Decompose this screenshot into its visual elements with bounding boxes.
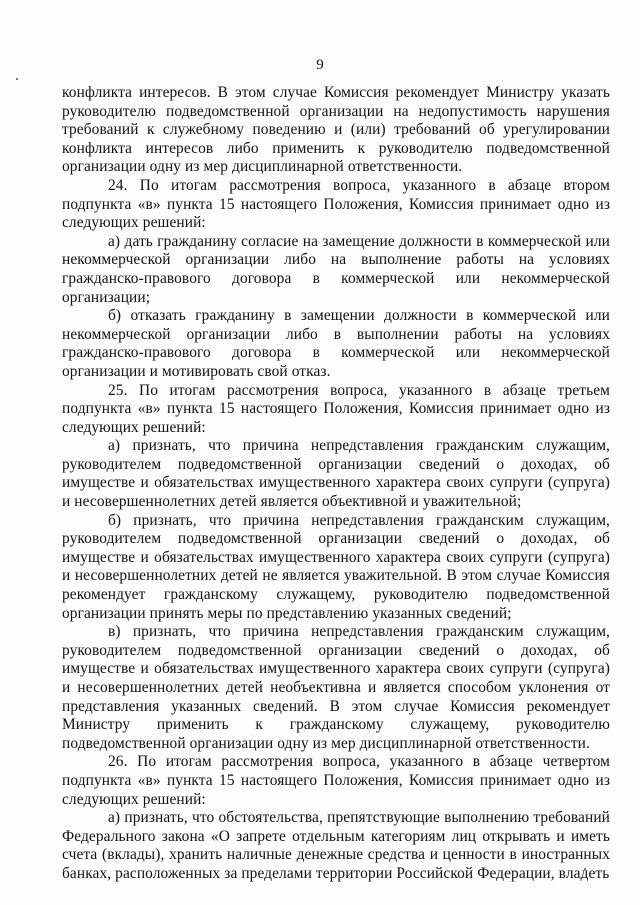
paragraph-25-c: в) признать, что причина непредставления гражданским служащим, руководителем подведомственной организации сведений о доходах, об имуществе и обязательствах имущественного характера своих супруги (супруга) и несовершеннолетних детей необъективна и является способом уклонения от представления указанных сведений. В этом случае Комиссия рекомендует Министру применить к гражданскому служащему, руководителю подведомственной организации одну из мер дисциплинарной ответственности. [62,623,610,752]
paragraph-26: 26. По итогам рассмотрения вопроса, указанного в абзаце четвертом подпункта «в» пункта 15 настоящего Положения, Комиссия принимает одно из следующих решений: [62,753,610,808]
paragraph-25-b: б) признать, что причина непредставления гражданским служащим, руководителем подведомственной организации сведений о доходах, об имуществе и обязательствах имущественного характера своих супруги (супруга) и несовершеннолетних детей не является уважительной. В этом случае Комиссия рекомендует гражданскому служащему, руководителю подведомственной организации принять меры по представлению указанных сведений; [62,511,610,622]
paragraph-26-a: а) признать, что обстоятельства, препятствующие выполнению требований Федерального закона «О запрете отдельным категориям лиц открывать и иметь счета (вклады), хранить наличные денежные средства и ценности в иностранных банках, расположенных за пределами территории Российской Федерации, владеть [62,809,610,882]
paragraph-25: 25. По итогам рассмотрения вопроса, указанного в абзаце третьем подпункта «в» пункта 15 настоящего Положения, Комиссия принимает одно из следующих решений: [62,381,610,436]
scan-speck [16,78,18,80]
paragraph-24-b: б) отказать гражданину в замещении должности в коммерческой или некоммерческой организации либо в выполнении работы на условиях гражданско-правового договора в коммерческой или некоммерческой организации и мотивировать свой отказ. [62,307,610,380]
paragraph-24: 24. По итогам рассмотрения вопроса, указанного в абзаце втором подпункта «в» пункта 15 настоящего Положения, Комиссия принимает одно из следующих решений: [62,176,610,232]
page-number: 9 [316,57,324,73]
paragraph-24-a: а) дать гражданину согласие на замещение должности в коммерческой или некоммерческой организации либо на выполнение работы на условиях гражданско-правового договора в коммерческой или некоммерческой организации; [62,232,610,306]
document-body [62,84,610,884]
paragraph-25-a: а) признать, что причина непредставления гражданским служащим, руководителем подведомственной организации сведений о доходах, об имуществе и обязательствах имущественного характера своих супруги (супруга) и несовершеннолетних детей является объективной и уважительной; [62,437,610,511]
paragraph-continuation: конфликта интересов. В этом случае Комиссия рекомендует Министру указать руководителю подведомственной организации на недопустимость нарушения требований к служебному поведению и (или) требований об урегулировании конфликта интересов либо применить к руководителю подведомственной организации одну из мер дисциплинарной ответственности. [62,84,610,176]
